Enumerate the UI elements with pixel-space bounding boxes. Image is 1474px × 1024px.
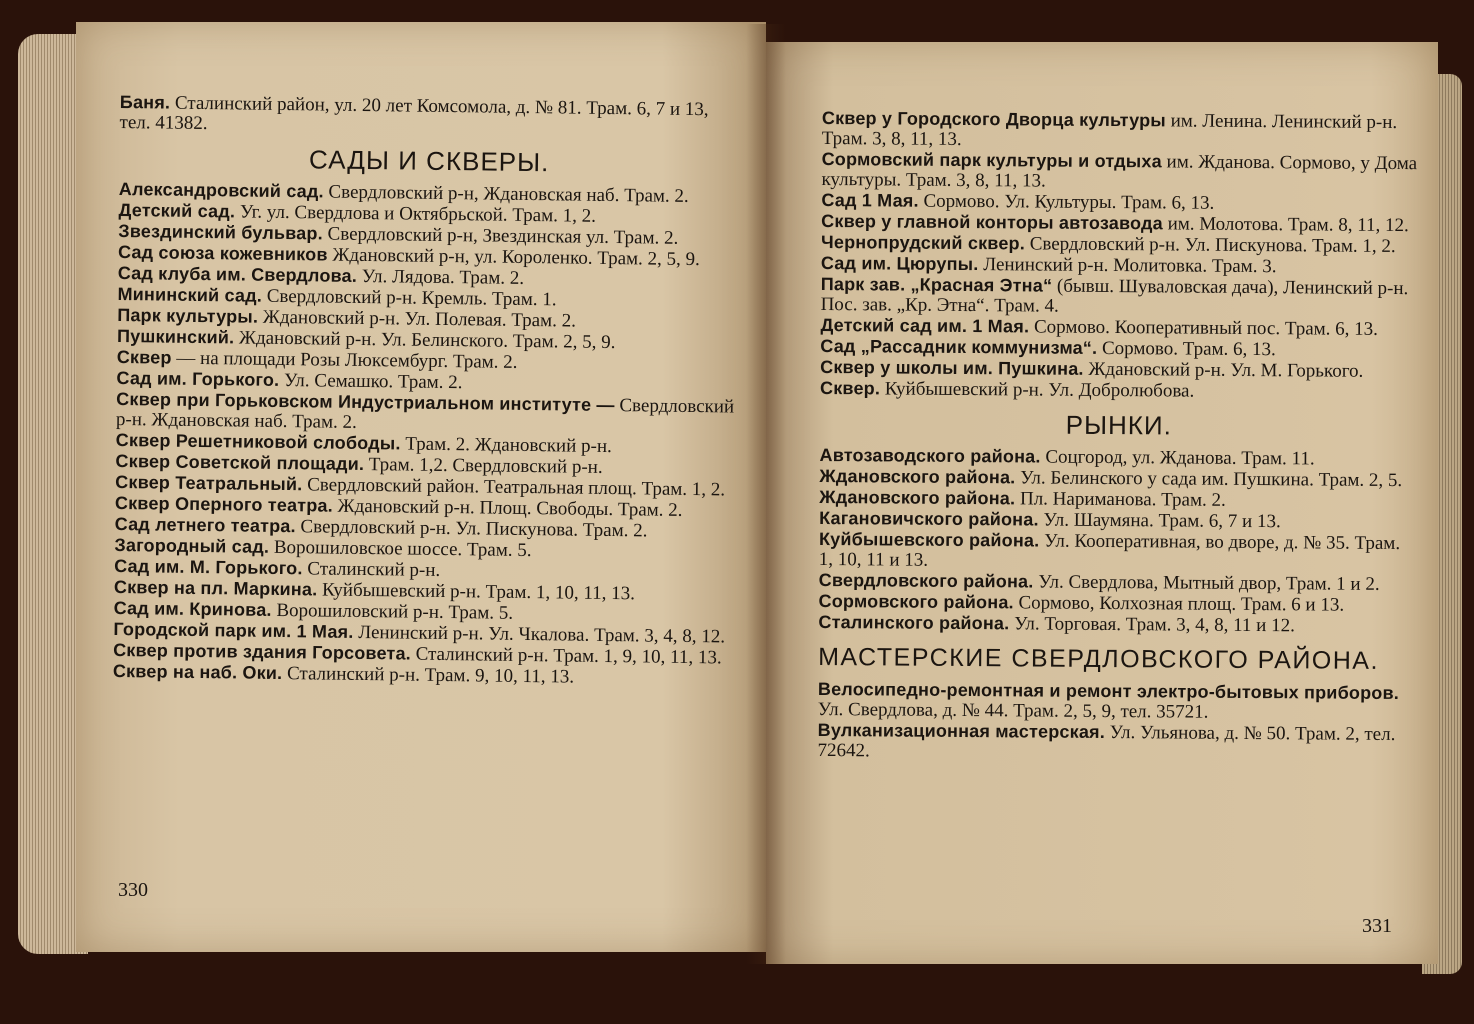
entry-text: Ул. Ульянова, д. № 50. Трам. 2, тел. 72642.: [817, 722, 1396, 762]
entry-text: Свердловский р-н. Ул. Пискунова. Трам. 2.: [300, 516, 648, 542]
entry-lead: Сквер на пл. Маркина.: [113, 576, 318, 600]
list-item: [820, 378, 1418, 403]
entry-lead: Мининский сад.: [117, 283, 263, 306]
entry-text: им. Ленина. Ленинский р-н. Трам. 3, 8, 11, 13.: [821, 110, 1398, 150]
entry-lead: Сквер Решетниковой слободы.: [115, 429, 401, 454]
markets-list: [818, 445, 1417, 637]
entry-lead: Сквер Оперного театра.: [114, 492, 333, 516]
open-book: [18, 14, 1462, 1014]
entry-text: Сормово. Ул. Культуры. Трам. 6, 13.: [923, 190, 1215, 214]
entry-lead: Сквер.: [819, 377, 881, 399]
entry-lead: Городской парк им. 1 Мая.: [113, 618, 354, 642]
entry-lead: Сад летнего театра.: [114, 513, 296, 537]
entry-text: Ждановский р-н, ул. Короленко. Трам. 2, 5, 9.: [332, 244, 700, 271]
entry-text: Пл. Нариманова. Трам. 2.: [1019, 488, 1226, 511]
entry-text: Сталинский р-н.: [307, 558, 441, 581]
workshops-list: [817, 679, 1416, 765]
entry-text: Ул. Лядова. Трам. 2.: [361, 265, 525, 289]
entry-lead: Сквер Советской площади.: [115, 450, 365, 475]
entry-lead: Детский сад им. 1 Мая.: [820, 314, 1030, 337]
entry-text: Свердловский район. Театральная площ. Трам. 1, 2.: [307, 474, 726, 501]
entry-lead: Загородный сад.: [114, 534, 270, 557]
entry-text: Ждановский р-н. Площ. Свободы. Трам. 2.: [337, 495, 683, 521]
page-number-right: 331: [1362, 915, 1392, 937]
entry-text: Ворошиловское шоссе. Трам. 5.: [273, 536, 532, 562]
left-page-text: [113, 92, 740, 690]
entry-lead: Сад им. М. Горького.: [114, 555, 303, 579]
right-page: [766, 42, 1438, 964]
section-heading-workshops: МАСТЕРСКИЕ СВЕРДЛОВСКОГО РАЙОНА.: [818, 642, 1380, 675]
entry-lead: Сквер: [116, 346, 172, 368]
entry-lead: Сталинского района.: [818, 611, 1010, 634]
entry-lead: Сормовский парк культуры и отдыха: [821, 148, 1162, 172]
entry-text: Ул. Свердлова, д. № 44. Трам. 2, 5, 9, тел. 35721.: [817, 698, 1209, 723]
entry-lead: Ждановского района.: [819, 486, 1016, 509]
entry-text: Свердловский р-н. Ул. Пискунова. Трам. 1, 2.: [1029, 233, 1396, 258]
entry-text: Ждановский р-н. Ул. Полевая. Трам. 2.: [262, 306, 577, 332]
list-item: [818, 612, 1416, 637]
entry-lead: Кагановичского района.: [819, 507, 1039, 530]
entry-lead: Сормовского района.: [818, 590, 1014, 613]
entry-text: Соцгород, ул. Жданова. Трам. 11.: [1045, 446, 1315, 470]
entry-lead: Пушкинский.: [116, 325, 235, 348]
entry-text: Трам. 1,2. Свердловский р-н.: [368, 454, 603, 478]
entry-text: Сормово. Кооперативный пос. Трам. 6, 13.: [1033, 316, 1379, 340]
entry-lead: Автозаводского района.: [819, 444, 1041, 467]
entry-lead: Сквер у главной конторы автозавода: [821, 210, 1163, 234]
bath-entry: [119, 92, 739, 141]
entry-lead: Сад им. Кринова.: [113, 597, 272, 620]
entry-lead: Детский сад.: [118, 199, 236, 222]
entry-text: Свердловский р-н, Ждановская наб. Трам. 2.: [328, 181, 689, 207]
entry-lead: Сквер Театральный.: [115, 471, 303, 495]
entry-text: Ул. Кооперативная, во дворе, д. № 35. Трам. 1, 10, 11 и 13.: [818, 530, 1401, 571]
entry-lead: Сад клуба им. Свердлова.: [117, 262, 358, 286]
entry-lead: Сад им. Цюрупы.: [820, 252, 979, 275]
entry-lead: Парк зав. „Красная Этна“: [820, 273, 1053, 296]
entry-text: Трам. 2. Ждановский р-н.: [405, 433, 612, 458]
entry-lead: Сад 1 Мая.: [821, 189, 919, 211]
entry-lead: Парк культуры.: [117, 304, 259, 327]
entry-text: Свердловский р-н, Звездинская ул. Трам. 2.: [327, 223, 679, 249]
entry-lead: Сквер у школы им. Пушкина.: [820, 356, 1084, 379]
entry-text: Ленинский р-н. Ул. Чкалова. Трам. 3, 4, 8, 12.: [358, 621, 726, 648]
entry-text: — на площади Розы Люксембург. Трам. 2.: [176, 347, 518, 373]
right-page-text: [817, 108, 1420, 765]
entry-text: Куйбышевский р-н. Трам. 1, 10, 11, 13.: [321, 579, 636, 605]
list-item: [821, 149, 1419, 194]
entry-lead: Чернопрудский сквер.: [820, 231, 1026, 254]
entry-text: Ул. Свердлова, Мытный двор, Трам. 1 и 2.: [1038, 571, 1380, 595]
list-item: [817, 720, 1415, 765]
entry-lead: Александровский сад.: [118, 178, 324, 202]
page-number-left: 330: [118, 879, 148, 901]
entry-text: Свердловский р-н. Ждановская наб. Трам. 2.: [115, 395, 735, 433]
entry-lead: Сад „Рассадник коммунизма“.: [820, 335, 1098, 358]
entry-text: Ул. Белинского у сада им. Пушкина. Трам. 2, 5.: [1020, 467, 1403, 492]
entry-text: Уг. ул. Свердлова и Октябрьской. Трам. 1, 2.: [239, 201, 597, 227]
list-item: [819, 529, 1417, 574]
entry-lead: Баня.: [119, 92, 171, 113]
entry-lead: Сад союза кожевников: [117, 241, 328, 265]
gardens-list-continued: [820, 108, 1420, 403]
entry-lead: Звездинский бульвар.: [118, 220, 323, 244]
list-item: [822, 108, 1420, 153]
list-item: [821, 274, 1419, 319]
entry-text: Ленинский р-н. Молитовка. Трам. 3.: [983, 254, 1277, 278]
entry-text: Сталинский район, ул. 20 лет Комсомола, д. № 81. Трам. 6, 7 и 13, тел. 41382.: [119, 92, 709, 135]
entry-text: им. Молотова. Трам. 8, 11, 12.: [1167, 213, 1409, 237]
entry-text: Ждановский р-н. Ул. Белинского. Трам. 2, 5, 9.: [238, 327, 616, 354]
entry-text: Ул. Семашко. Трам. 2.: [283, 370, 463, 394]
entry-text: Сормово. Трам. 6, 13.: [1101, 337, 1276, 361]
entry-lead: Сквер при Горьковском Индустриальном институте —: [116, 388, 615, 416]
entry-lead: Сквер на наб. Оки.: [112, 660, 283, 684]
entry-text: Сталинский р-н. Трам. 1, 9, 10, 11, 13.: [415, 643, 722, 669]
section-heading-gardens: САДЫ И СКВЕРЫ.: [308, 144, 550, 178]
entry-lead: Сквер у Городского Дворца культуры: [821, 108, 1166, 131]
entry-lead: Свердловского района.: [818, 569, 1034, 592]
entry-lead: Велосипедно-ремонтная и ремонт электро-бытовых приборов.: [817, 678, 1400, 704]
book-gutter: [746, 24, 786, 964]
entry-lead: Ждановского района.: [819, 465, 1016, 488]
gardens-list: [113, 179, 739, 690]
entry-text: Ждановский р-н. Ул. М. Горького.: [1088, 358, 1364, 382]
entry-lead: Сад им. Горького.: [116, 367, 280, 390]
list-item: [818, 679, 1416, 724]
entry-lead: Куйбышевского района.: [818, 528, 1040, 551]
entry-text: Ул. Торговая. Трам. 3, 4, 8, 11 и 12.: [1014, 613, 1295, 637]
entry-text: Ул. Шаумяна. Трам. 6, 7 и 13.: [1043, 509, 1281, 533]
entry-text: Ворошиловский р-н. Трам. 5.: [276, 599, 514, 624]
entry-text: (бывш. Шуваловская дача), Ленинский р-н. Пос. зав. „Кр. Этна“. Трам. 4.: [820, 275, 1409, 317]
entry-text: им. Жданова. Сормово, у Дома культуры. Трам. 3, 8, 11, 13.: [821, 151, 1418, 192]
entry-lead: Вулканизационная мастерская.: [817, 719, 1106, 742]
left-page: [76, 22, 766, 952]
entry-text: Сталинский р-н. Трам. 9, 10, 11, 13.: [286, 663, 575, 688]
entry-lead: Сквер против здания Горсовета.: [113, 639, 412, 664]
entry-text: Куйбышевский р-н. Ул. Добролюбова.: [884, 378, 1195, 402]
section-heading-markets: РЫНКИ.: [1065, 409, 1172, 441]
entry-text: Сормово, Колхозная площ. Трам. 6 и 13.: [1018, 592, 1345, 616]
entry-text: Свердловский р-н. Кремль. Трам. 1.: [266, 285, 557, 311]
